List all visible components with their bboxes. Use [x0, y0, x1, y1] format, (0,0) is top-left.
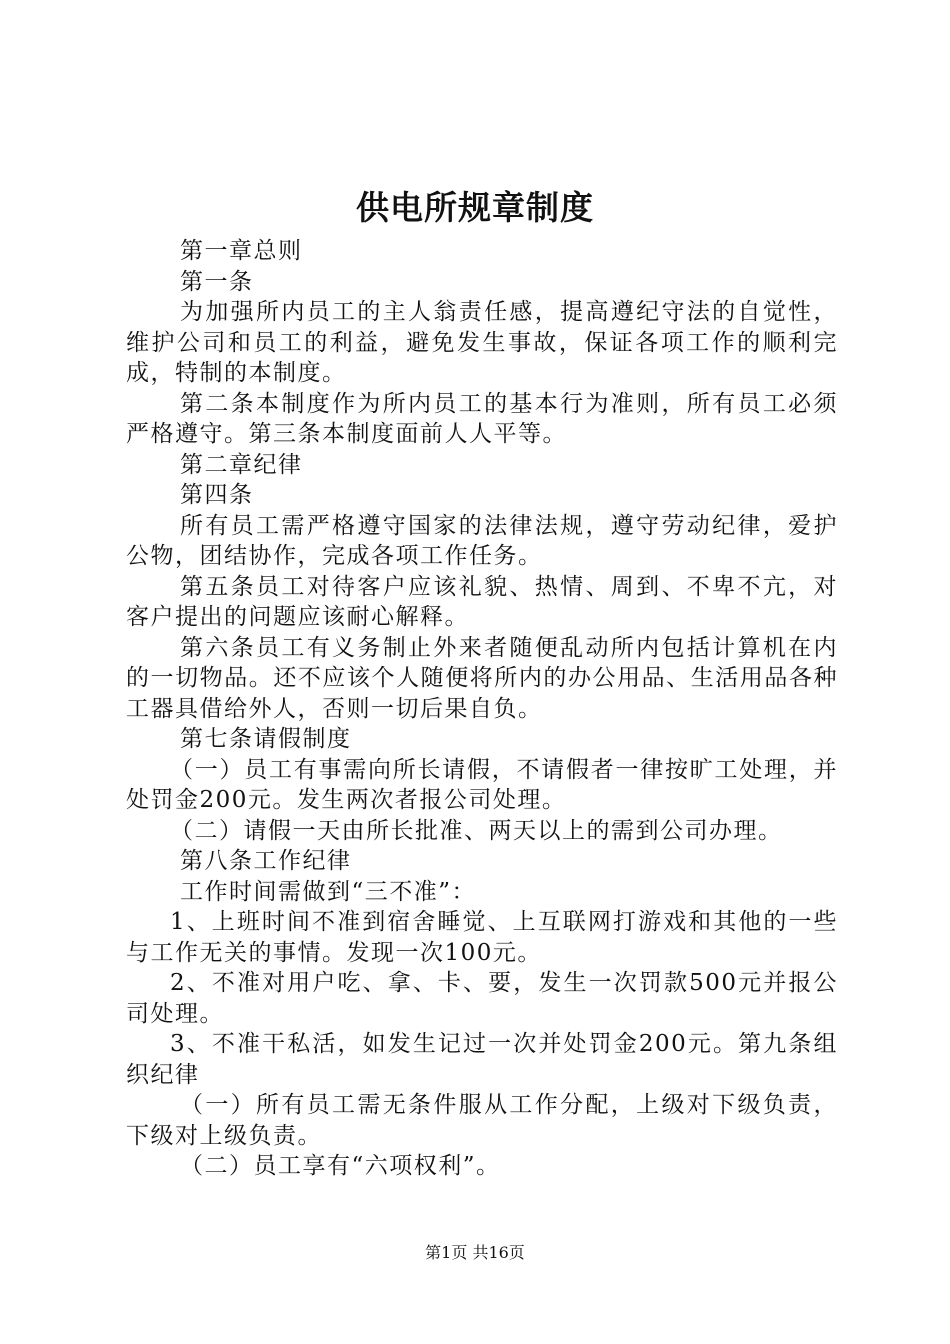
paragraph: 工作时间需做到“三不准”：	[180, 878, 477, 905]
chapter-heading: 第一章总则	[180, 238, 303, 264]
paragraph: （一）所有员工需无条件服从工作分配，上级对下级负责，下级对上级负责。	[126, 1092, 838, 1149]
paragraph: 第五条员工对待客户应该礼貌、热情、周到、不卑不亢，对客户提出的问题应该耐心解释。	[126, 573, 838, 630]
list-item: 3、不准干私活，如发生记过一次并处罚金200元。第九条组织纪律	[126, 1031, 838, 1088]
chapter-heading: 第二章纪律	[180, 451, 303, 478]
document-title: 供电所规章制度	[356, 188, 594, 227]
paragraph: （二）请假一天由所长批准、两天以上的需到公司办理。	[170, 817, 783, 844]
article-heading: 第七条请假制度	[180, 726, 352, 752]
list-item: 1、上班时间不准到宿舍睡觉、上互联网打游戏和其他的一些与工作无关的事情。发现一次100元。	[126, 909, 838, 966]
paragraph: 为加强所内员工的主人翁责任感，提高遵纪守法的自觉性，维护公司和员工的利益，避免发生事故，保证各项工作的顺利完成，特制的本制度。	[126, 299, 838, 386]
paragraph: 第二条本制度作为所内员工的基本行为准则，所有员工必须严格遵守。第三条本制度面前人人平等。	[126, 390, 838, 447]
article-heading: 第四条	[180, 482, 254, 508]
article-heading: 第八条工作纪律	[180, 848, 352, 874]
paragraph: （一）员工有事需向所长请假，不请假者一律按旷工处理，并处罚金200元。发生两次者报公司处理。	[126, 756, 838, 813]
page-footer: 第1页 共16页	[425, 1243, 525, 1262]
article-heading: 第一条	[180, 268, 254, 295]
paragraph: 所有员工需严格遵守国家的法律法规，遵守劳动纪律，爱护公物，团结协作，完成各项工作任务。	[126, 512, 838, 569]
list-item: 2、不准对用户吃、拿、卡、要，发生一次罚款500元并报公司处理。	[126, 970, 838, 1027]
paragraph: 第六条员工有义务制止外来者随便乱动所内包括计算机在内的一切物品。还不应该个人随便将所内的办公用品、生活用品各种工器具借给外人，否则一切后果自负。	[126, 634, 838, 722]
paragraph: （二）员工享有“六项权利”。	[180, 1153, 501, 1179]
document-body	[126, 236, 838, 1182]
